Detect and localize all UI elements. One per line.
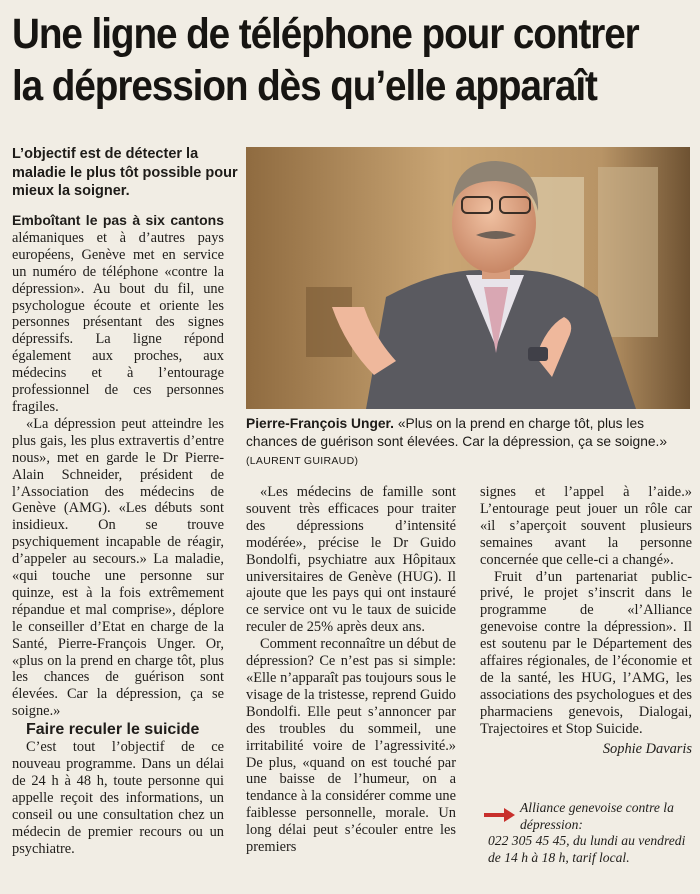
article-kicker: Emboîtant le pas à six cantons	[12, 212, 224, 228]
paragraph-2: «La dépression peut atteindre les plus gais, les plus extravertis d’entre nous», met en garde le Dr Pierre-Alain Schneider, président de l’Association des médecins de Genève (AMG). «Les débuts sont insidieux. On se trouve psychiquement incapable de réagir, d’appeler au secours.» La maladie, «qui touche une personne sur quinze, est à la fois extrêmement répandue et mal comprise», déplore le conseiller d’Etat en charge de la Santé, Pierre-François Unger. Or, «plus on la prend en charge tôt, plus les chances de guérison sont élevées. Car la dépression, ça se soigne.»	[12, 415, 224, 720]
headline-line-2: la dépression dès qu’elle apparaît	[12, 62, 597, 110]
paragraph-4: «Les médecins de famille sont souvent très efficaces pour traiter des dépressions d’intensité modérée», précise le Dr Guido Bondolfi, psychiatre aux Hôpitaux universitaires de Genève (HUG). Il ajoute que les pays qui ont instauré ce service ont vu le taux de suicide reculer de 25% après deux ans.	[246, 484, 456, 636]
paragraph-3: C’est tout l’objectif de ce nouveau programme. Dans un délai de 24 h à 48 h, toute personne qui appelle reçoit des informations, un conseil ou une consultation chez un médecin de premier recours ou un psychiatre.	[12, 739, 224, 857]
author-signature: Sophie Davaris	[602, 740, 692, 757]
paragraph-5-continued: signes et l’appel à l’aide.» L’entourage peut jouer un rôle car «il s’aperçoit souvent plusieurs semaines avant la personne concernée que celle-ci a changé».	[480, 484, 692, 568]
paragraph-1-text: alémaniques et à d’autres pays européens, Genève met en service un numéro de téléphone «contre la dépression». Au bout du fil, une psychologue écoute et oriente les personnes présentant des signes dépressifs. La ligne répond également aux proches, aux médecins et à l’entourage professionnel de ces personnes fragiles.	[12, 229, 224, 415]
paragraph-1	[12, 212, 224, 416]
arrow-right-icon	[482, 806, 516, 824]
article-column-3	[480, 484, 692, 758]
caption-name: Pierre-François Unger.	[246, 416, 394, 431]
info-box-title: Alliance genevoise contre la dépression:	[520, 800, 674, 832]
headline-line-1: Une ligne de téléphone pour contrer	[12, 10, 639, 58]
portrait-photo	[246, 147, 690, 409]
caption-text: «Plus on la prend en charge tôt, plus les chances de guérison sont élevées. Car la dépression, ça se soigne.»	[246, 416, 668, 449]
article-column-2	[246, 484, 456, 856]
photo-credit: (LAURENT GUIRAUD)	[246, 455, 359, 467]
article-column-1	[12, 212, 224, 858]
lead-paragraph: L’objectif est de détecter la maladie le plus tôt possible pour mieux la soigner.	[12, 146, 238, 199]
portrait-illustration	[246, 147, 690, 409]
paragraph-6: Fruit d’un partenariat public-privé, le projet s’inscrit dans le programme de «l’Alliance genevoise contre la dépression». Il est soutenu par le Département des affaires régionales, de l’économie et de la santé, les HUG, l’AMG, les associations des psychologues et des pharmaciens genevois, Dialogai, Trajectoires et Stop Suicide.	[480, 568, 692, 737]
headline	[12, 8, 639, 112]
photo-caption	[246, 415, 692, 470]
info-box	[480, 800, 692, 866]
subheading: Faire reculer le suicide	[26, 721, 200, 739]
paragraph-5: Comment reconnaître un début de dépression? Ce n’est pas si simple: «Elle n’apparaît pas toujours sous le visage de la tristesse, reprend Guido Bondolfi. Elle peut s’annoncer par des troubles du sommeil, une irritabilité voire de l’agressivité.» De plus, «quand on est touché par une baisse de l’humeur, on a tendance à la considérer comme une faiblesse personnelle, morale. Un long délai peut s’écouler entre les premiers	[246, 636, 456, 856]
info-box-phone: 022 305 45 45, du lundi au vendredi de 14 h à 18 h, tarif local.	[488, 833, 686, 865]
